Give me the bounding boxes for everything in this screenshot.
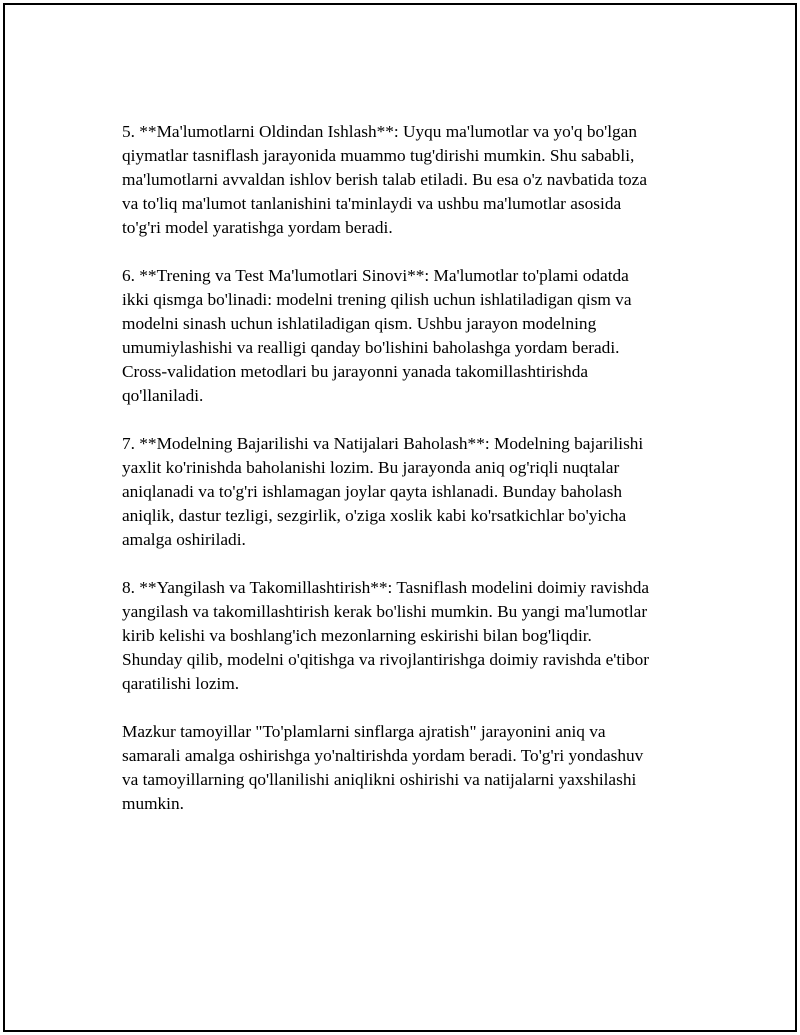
paragraph-model-evaluation: 7. **Modelning Bajarilishi va Natijalari Baholash**: Modelning bajarilishi yaxlit ko'rinishda baholanishi lozim. Bu jarayonda aniq og'riqli nuqtalar aniqlanadi va to'g'ri ishlamagan joylar qayta ishlanadi. Bunday baholash aniqlik, dastur tezligi, sezgirlik, o'ziga xoslik kabi ko'rsatkichlar bo'yicha amalga oshiriladi.: [122, 434, 644, 549]
page-frame: [3, 3, 797, 1032]
paragraph-conclusion: Mazkur tamoyillar "To'plamlarni sinflarga ajratish" jarayonini aniq va samarali amalga oshirishga yo'naltirishda yordam beradi. To'g'ri yondashuv va tamoyillarning qo'llanilishi aniqlikni oshirishi va natijalarni yaxshilashi mumkin.: [122, 722, 644, 813]
paragraph-training-test-split: 6. **Trening va Test Ma'lumotlari Sinovi**: Ma'lumotlar to'plami odatda ikki qismga bo'linadi: modelni trening qilish uchun ishlatiladigan qism va modelni sinash uchun ishlatiladigan qism. Ushbu jarayon modelning umumiylashishi va realligi qanday bo'lishini baholashga yordam beradi. Cross-validation metodlari bu jarayonni yanada takomillashtirishda qo'llaniladi.: [122, 266, 632, 405]
document-body: [122, 120, 702, 840]
paragraph-updating-improving: 8. **Yangilash va Takomillashtirish**: Tasniflash modelini doimiy ravishda yangilash va takomillashtirish kerak bo'lishi mumkin. Bu yangi ma'lumotlar kirib kelishi va boshlang'ich mezonlarning eskirishi bilan bog'liqdir. Shunday qilib, modelni o'qitishga va rivojlantirishga doimiy ravishda e'tibor qaratilishi lozim.: [122, 578, 650, 693]
paragraph-data-preprocessing: 5. **Ma'lumotlarni Oldindan Ishlash**: Uyqu ma'lumotlar va yo'q bo'lgan qiymatlar tasniflash jarayonida muammo tug'dirishi mumkin. Shu sababli, ma'lumotlarni avvaldan ishlov berish talab etiladi. Bu esa o'z navbatida toza va to'liq ma'lumot tanlanishini ta'minlaydi va ushbu ma'lumotlar asosida to'g'ri model yaratishga yordam beradi.: [122, 122, 647, 237]
